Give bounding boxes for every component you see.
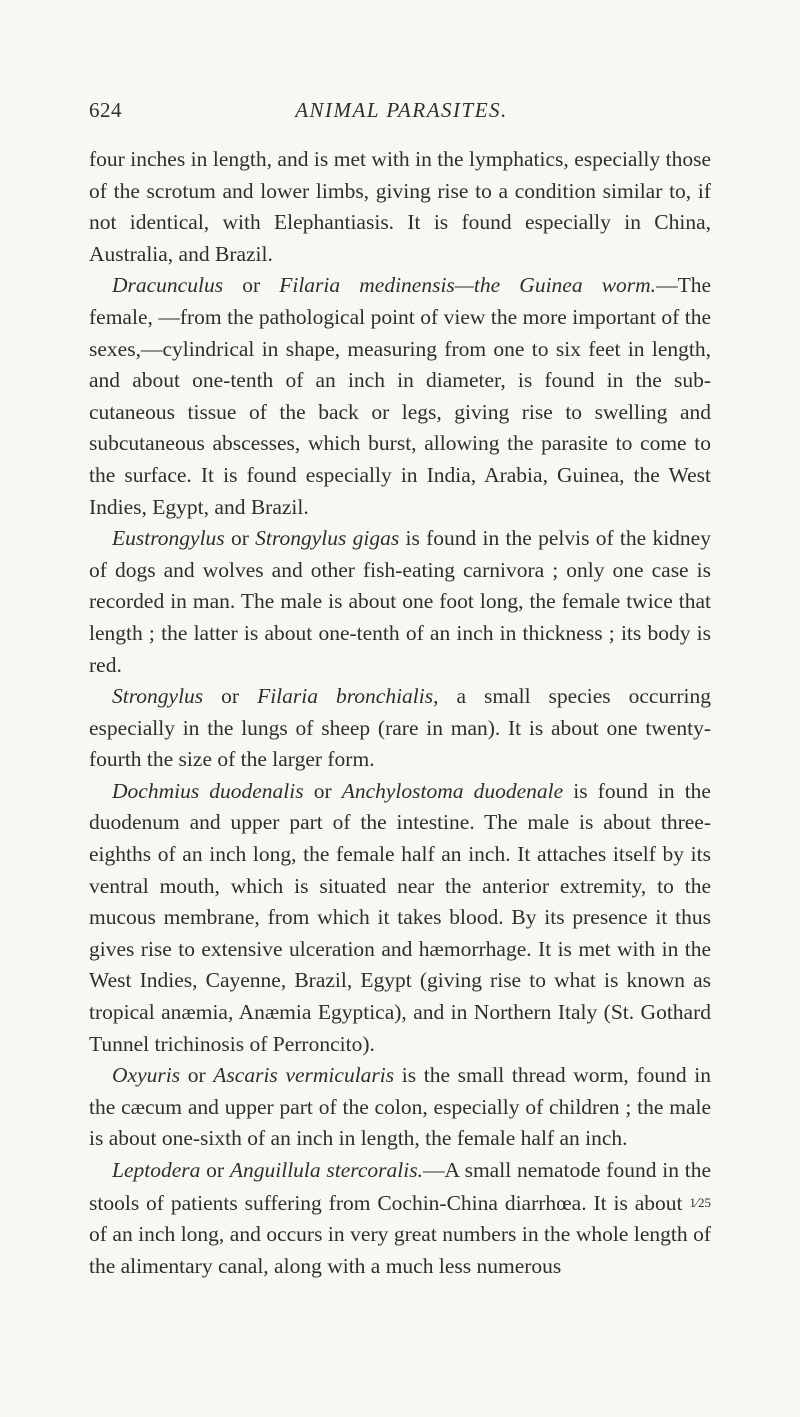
page-number: 624 [89, 98, 122, 122]
species-name: Eustrongylus [112, 526, 225, 551]
paragraph-dochmius [89, 776, 711, 1060]
conjunction: or [224, 526, 256, 551]
paragraph-strongylus [89, 681, 711, 776]
paragraph-text: four inches in length, and is met with in the lymphatics, especially those of the scrotum and lower limbs, giving rise to a condition similar to, if not identical, with Elephantiasis. It is found especially in China, Australia, and Brazil. [89, 147, 711, 266]
paragraph-text: of an inch long, and occurs in very great numbers in the whole length of the alimentary canal, along with a much less numerous [89, 1222, 711, 1278]
conjunction: or [203, 684, 258, 709]
conjunction: or [180, 1063, 214, 1088]
species-name: Dochmius duodenalis [112, 778, 304, 803]
species-name: Filaria bronchialis [257, 684, 434, 709]
species-name: Strongylus [112, 684, 204, 709]
conjunction: or [200, 1158, 230, 1182]
paragraph-text: is found in the pelvis of the kidney of dogs and wolves and other fish-eating carnivora ; only one case is recorded in man. The male is about one foot long, the female twice that length ; the latter is about one-tenth of an inch in thickness ; its body is red. [89, 526, 711, 677]
species-name: Strongylus gigas [255, 526, 400, 551]
species-name: Filaria medinensis [279, 273, 455, 298]
species-name: Anguillula stercoralis. [229, 1158, 423, 1182]
paragraph-text: is the small thread worm, found in the cæcum and upper part of the colon, especially of children ; the male is about one-sixth of an inch in length, the female half an inch. [89, 1063, 711, 1151]
paragraph-leptodera [89, 1155, 711, 1282]
paragraph-dracunculus [89, 270, 711, 523]
species-name: Oxyuris [112, 1063, 181, 1088]
running-title: ANIMAL PARASITES. [295, 98, 508, 122]
fraction: 1⁄25 [689, 1194, 711, 1210]
species-name: Dracunculus [112, 273, 224, 298]
paragraph-text: , a small species occurring especially in the lungs of sheep (rare in man). It is about one twenty-fourth the size of the larger form. [89, 684, 711, 772]
common-name: —the Guinea worm. [454, 273, 657, 298]
paragraph-text: —The female, —from the pathological point of view the more important of the sexes,—cylindrical in shape, measuring from one to six feet in length, and about one-tenth of an inch in diameter, is found in the sub-cutaneous tissue of the back or legs, giving rise to swelling and subcutaneous abscesses, which burst, allowing the parasite to come to the surface. It is found especially in India, Arabia, Guinea, the West Indies, Egypt, and Brazil. [89, 273, 711, 519]
species-name: Leptodera [112, 1158, 201, 1182]
paragraph-text: is found in the duodenum and upper part of the intestine. The male is about three-eighths of an inch long, the female half an inch. It attaches itself by its ventral mouth, which is situated near the anterior extremity, to the mucous membrane, from which it takes blood. By its presence it thus gives rise to extensive ulceration and hæmorrhage. It is met with in the West Indies, Cayenne, Brazil, Egypt (giving rise to what is known as tropical anæmia, Anæmia Egyptica), and in Northern Italy (St. Gothard Tunnel trichinosis of Perroncito). [89, 778, 711, 1056]
paragraph-continued [89, 144, 711, 270]
conjunction: or [223, 273, 280, 298]
body-text [89, 144, 711, 1282]
conjunction: or [303, 778, 342, 803]
paragraph-eustrongylus [89, 523, 711, 681]
page-header [89, 94, 714, 130]
species-name: Ascaris vermicularis [213, 1063, 395, 1088]
paragraph-text: —A small nematode found in the stools of patients suffering from Cochin-China diarrhœa. It is about [89, 1158, 711, 1215]
species-name: Anchylostoma duodenale [341, 778, 564, 803]
paragraph-oxyuris [89, 1060, 711, 1155]
